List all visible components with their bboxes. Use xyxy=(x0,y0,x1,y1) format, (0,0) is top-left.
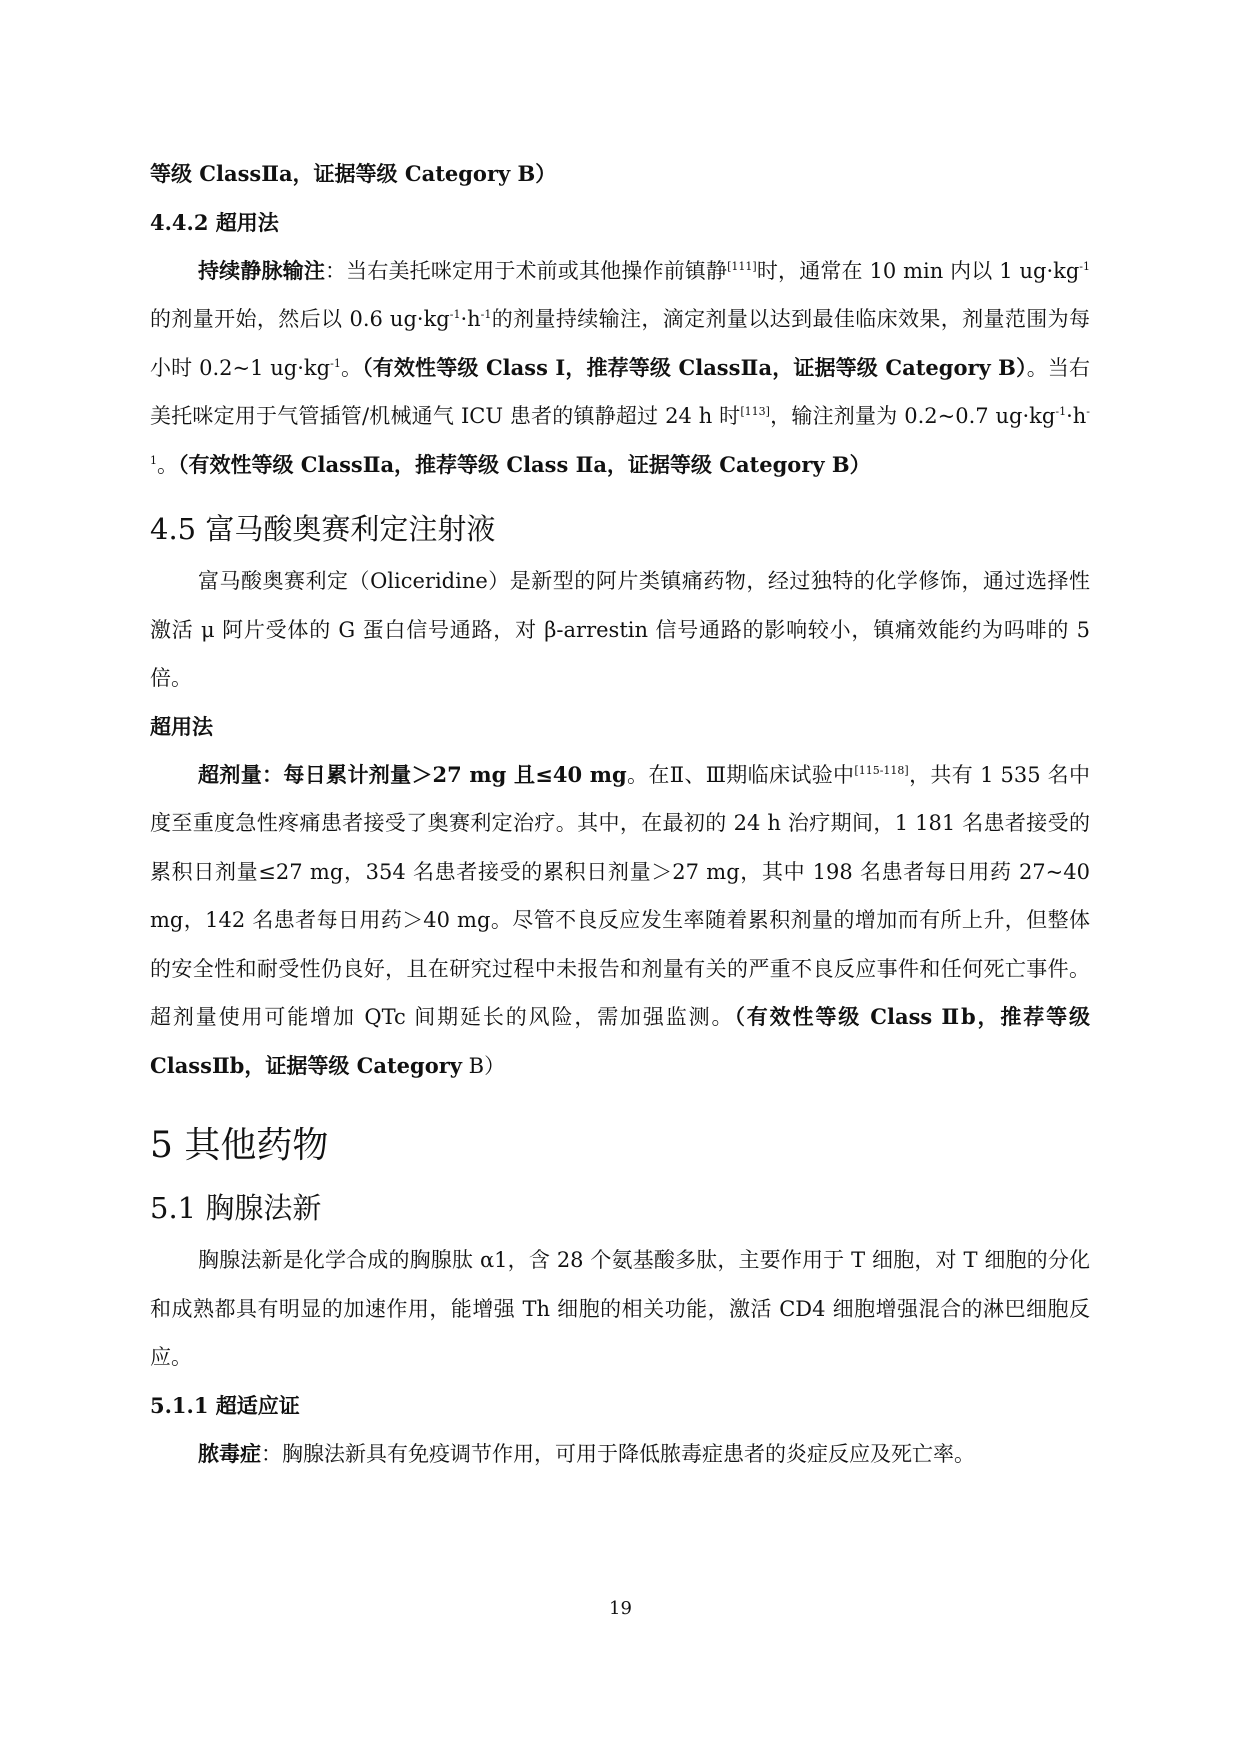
evidence-grade: （有效性等级 Class I，推荐等级 ClassⅡa，证据等级 Category B） xyxy=(362,354,1027,380)
term-label: 脓毒症 xyxy=(198,1440,261,1466)
text-run: 的剂量开始，然后以 0.6 ug·kg xyxy=(150,307,450,331)
text-run: ：胸腺法新具有免疫调节作用，可用于降低脓毒症患者的炎症反应及死亡率。 xyxy=(261,1441,975,1466)
paragraph-overdose xyxy=(150,751,1090,1091)
text-run: ：当右美托咪定用于术前或其他操作前镇静 xyxy=(325,258,728,283)
section-heading-5-1: 5.1 胸腺法新 xyxy=(150,1191,322,1225)
evidence-grade: （有效性等级 Class Ⅱb，推荐等级 ClassⅡb，证据等级 Category xyxy=(150,1004,1091,1078)
text-run: ·h xyxy=(1066,404,1087,428)
text-run: ·h xyxy=(460,307,481,331)
citation: [111] xyxy=(727,259,757,273)
text-run: 。当右美托咪定用于气管插管/机械通气 ICU 患者的镇静超过 24 h 时 xyxy=(150,355,1091,428)
paragraph-continued xyxy=(150,150,1090,199)
text-run: ，输注剂量为 0.2~0.7 ug·kg xyxy=(769,404,1056,428)
superscript: -1 xyxy=(449,308,461,321)
chapter-heading-5: 5 其他药物 xyxy=(150,1125,329,1166)
superscript: -1 xyxy=(1079,259,1090,273)
text-run: B） xyxy=(461,1053,506,1078)
evidence-grade: 等级 ClassⅡa，证据等级 Category B） xyxy=(150,161,557,186)
text-run: 的剂量持续输注，滴定剂量以达到最佳临床效果，剂量范围为每小时 0.2~1 ug·kg xyxy=(150,307,1090,380)
term-label: 超剂量：每日累计剂量＞27 mg 且≤40 mg xyxy=(198,761,627,787)
superscript: -1 xyxy=(330,356,341,370)
document-page xyxy=(150,150,1090,1478)
citation: [113] xyxy=(740,405,770,418)
text-run: ，共有 1 535 名中度至重度急性疼痛患者接受了奥赛利定治疗。其中，在最初的 24 h 治疗期间，1 181 名患者接受的累积日剂量≤27 mg，354 名患者接受的累积日剂量＞27 mg，其中 198 名患者每日用药 27~40 mg，142 名患者每日用药＞40 mg。尽管不良反应发生率随着累积剂量的增加而有所上升，但整体的安全性和耐受性仍良好，且在研究过程中未报告和剂量有关的严重不良反应事件和任何死亡事件。超剂量使用可能增加 QTc 间期延长的风险，需加强监测。 xyxy=(150,762,1090,1029)
text-run: 。在Ⅱ、Ⅲ期临床试验中 xyxy=(626,762,855,787)
section-heading-4-4-2: 4.4.2 超用法 xyxy=(150,209,279,235)
subheading-overuse: 超用法 xyxy=(150,713,213,739)
evidence-grade: （有效性等级 ClassⅡa，推荐等级 Class Ⅱa，证据等级 Category B） xyxy=(178,451,871,477)
text-run: 。 xyxy=(157,452,178,477)
section-heading-5-1-1: 5.1.1 超适应证 xyxy=(150,1392,300,1418)
page-number: 19 xyxy=(609,1598,632,1619)
superscript: -1 xyxy=(480,308,492,321)
citation: [115-118] xyxy=(854,763,909,777)
paragraph-oliceridine-intro: 富马酸奥赛利定（Oliceridine）是新型的阿片类镇痛药物，经过独特的化学修饰，通过选择性激活 μ 阿片受体的 G 蛋白信号通路，对 β-arrestin 信号通路的影响较小，镇痛效能约为吗啡的 5 倍。 xyxy=(150,569,1090,690)
text-run: 时，通常在 10 min 内以 1 ug·kg xyxy=(756,258,1080,283)
paragraph-sepsis xyxy=(150,1430,1090,1479)
section-heading-4-5: 4.5 富马酸奥赛利定注射液 xyxy=(150,512,496,546)
paragraph-thymalfasin-intro: 胸腺法新是化学合成的胸腺肽 α1，含 28 个氨基酸多肽，主要作用于 T 细胞，对 T 细胞的分化和成熟都具有明显的加速作用，能增强 Th 细胞的相关功能，激活 CD4 细胞增强混合的淋巴细胞反应。 xyxy=(150,1248,1090,1369)
superscript: -1 xyxy=(1055,405,1067,418)
superscript: -1 xyxy=(150,405,1090,467)
term-label: 持续静脉输注 xyxy=(198,257,325,283)
paragraph-continuous-infusion xyxy=(150,247,1090,490)
text-run: 。 xyxy=(340,355,363,380)
